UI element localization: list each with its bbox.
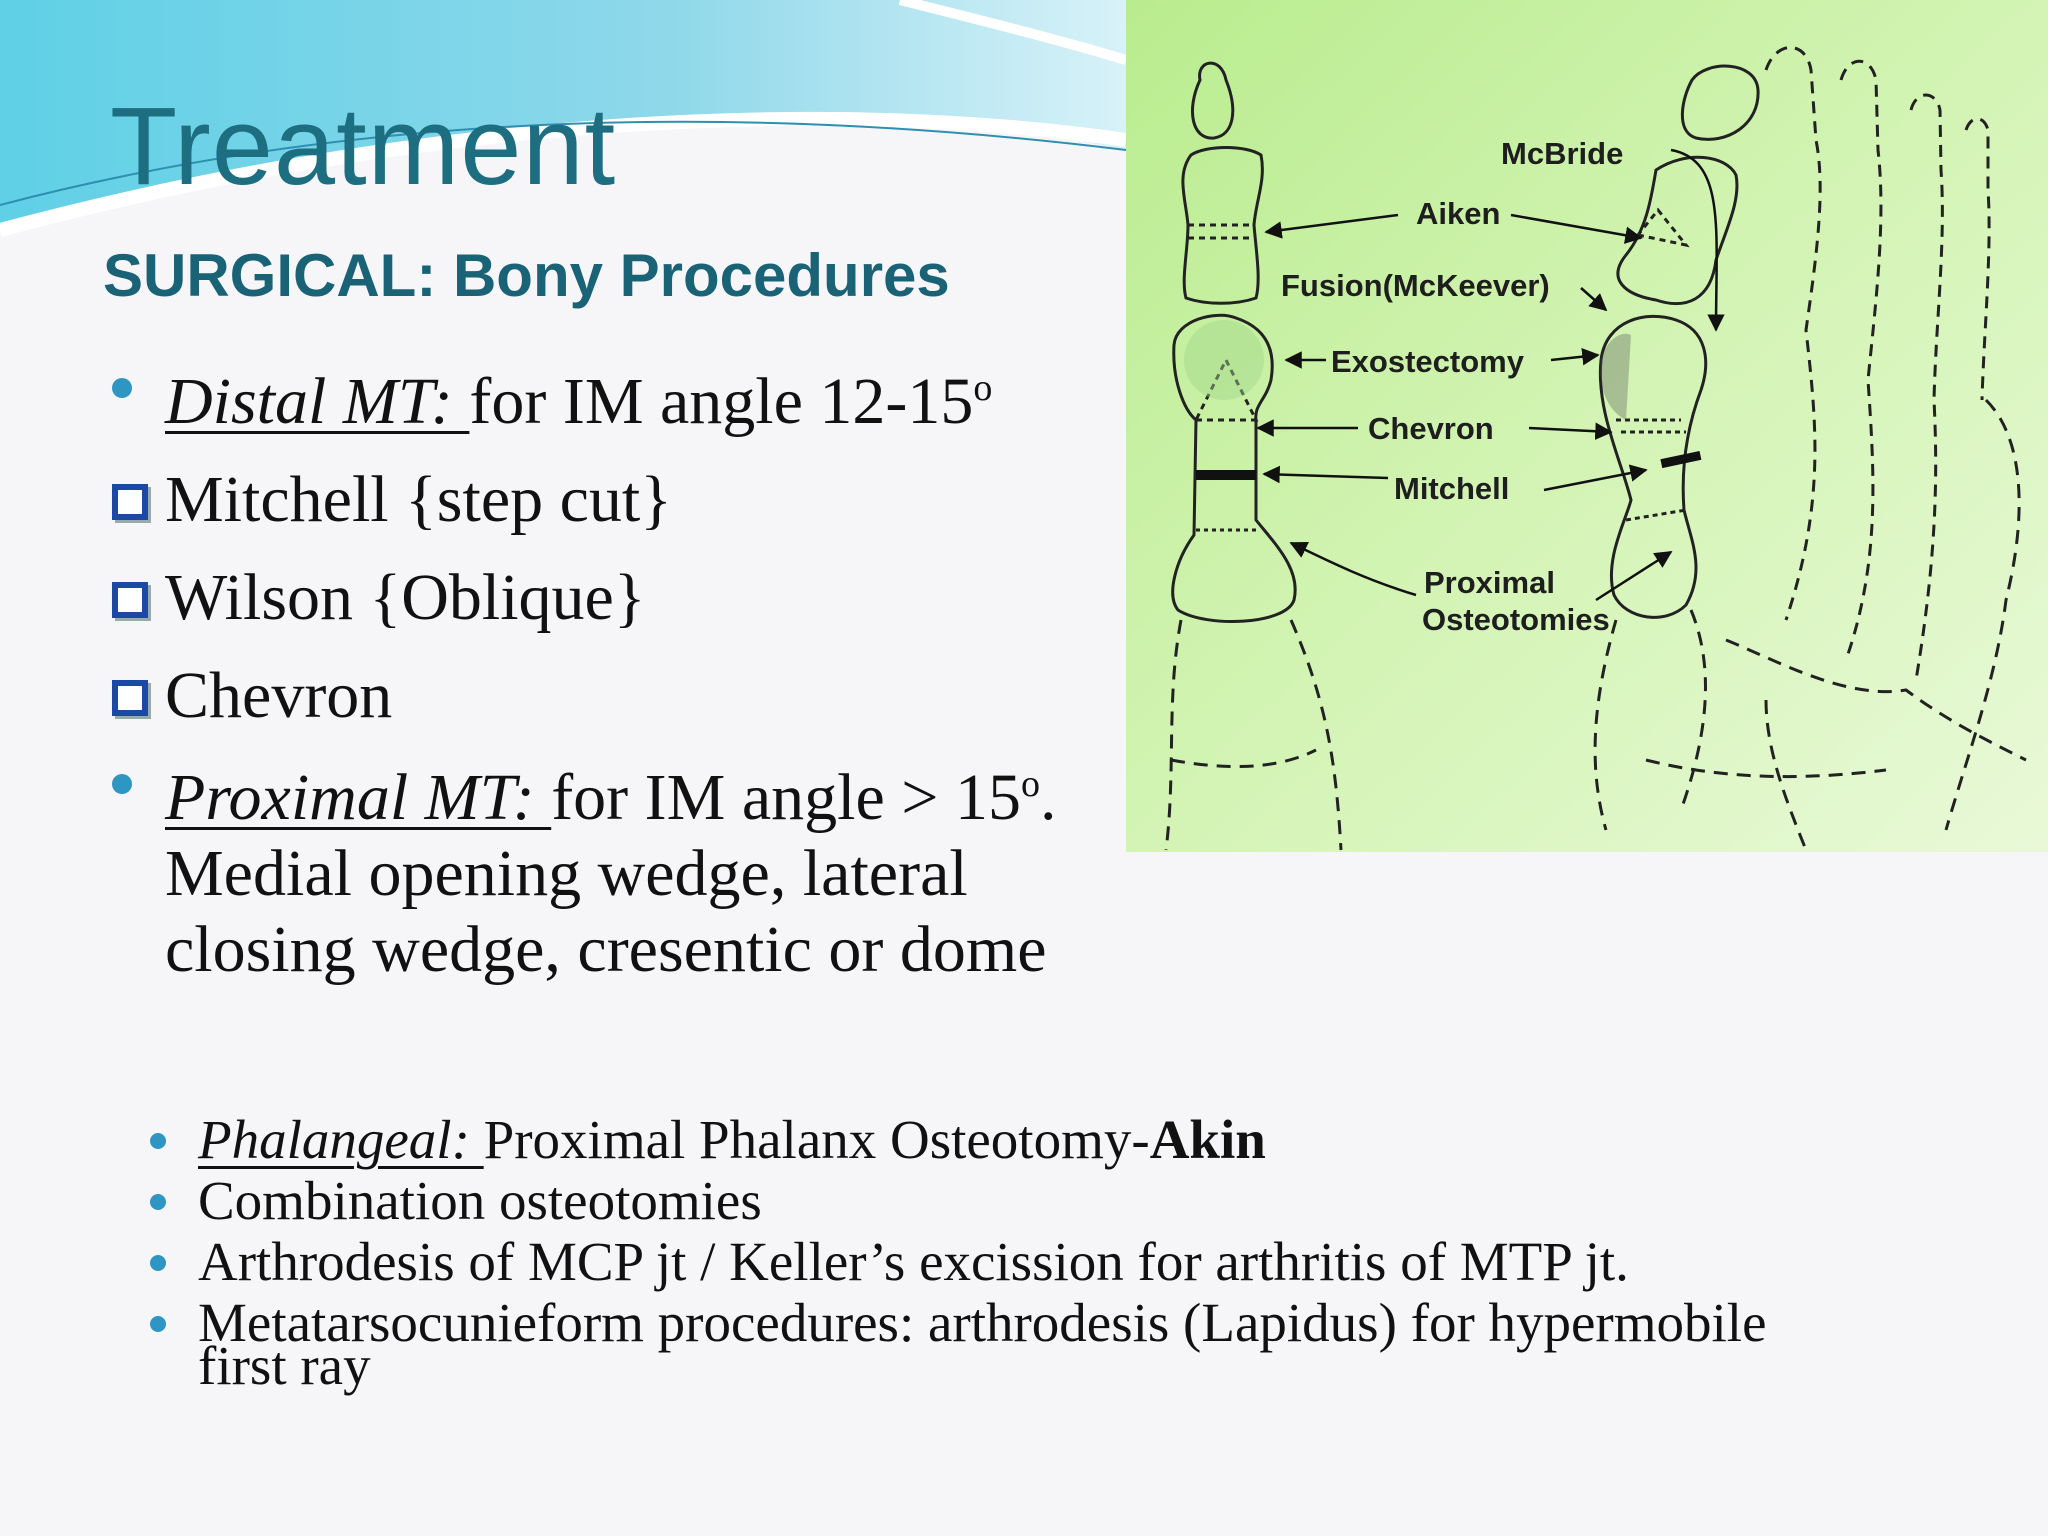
slide-title: Treatment [110, 85, 617, 208]
bullet-icon [112, 774, 132, 794]
diagram-background [1126, 0, 2048, 852]
label-mcbride: McBride [1501, 136, 1624, 171]
proximal-line-3: closing wedge, cresentic or dome [165, 913, 1047, 986]
wilson-text: Wilson {Oblique} [165, 561, 646, 634]
metatarso-line-1: Metatarsocunieform procedures: arthrodesis (Lapidus) for hypermobile [198, 1292, 1767, 1353]
proximal-end: . [1039, 761, 1057, 834]
list-item-mitchell [110, 462, 1160, 538]
bullet-icon [112, 378, 132, 398]
phalangeal-bold: Akin [1149, 1109, 1266, 1170]
mitchell-cut-mark [1196, 470, 1256, 480]
label-osteotomies: Osteotomies [1422, 602, 1610, 637]
list-item-combination [142, 1170, 2022, 1231]
distal-text: for IM angle 12-15 [469, 365, 974, 438]
proximal-degree: o [1020, 763, 1040, 805]
list-item-wilson [110, 560, 1160, 636]
label-exostectomy: Exostectomy [1331, 344, 1524, 379]
list-item-arthrodesis [142, 1231, 2022, 1292]
label-mitchell: Mitchell [1394, 471, 1510, 506]
list-item-proximal [110, 746, 1160, 988]
bullet-icon [150, 1194, 166, 1210]
distal-label: Distal MT: [165, 365, 470, 438]
phalangeal-text: Proximal Phalanx Osteotomy- [483, 1109, 1150, 1170]
label-chevron: Chevron [1368, 411, 1494, 446]
proximal-line-2: Medial opening wedge, lateral [165, 837, 968, 910]
arthrodesis-text: Arthrodesis of MCP jt / Keller’s excission for arthritis of MTP jt. [198, 1231, 1629, 1292]
list-item-phalangeal [142, 1109, 2022, 1170]
bottom-bullet-list [142, 1109, 2022, 1402]
bullet-icon [150, 1255, 166, 1271]
phalangeal-label: Phalangeal: [198, 1109, 484, 1170]
bunion-procedures-diagram [1126, 0, 2048, 852]
metatarso-line-2: first ray [198, 1335, 371, 1396]
list-item-chevron [110, 658, 1160, 734]
list-item-distal [110, 350, 1160, 440]
list-item-metatarso [142, 1292, 2022, 1396]
proximal-label: Proximal MT: [165, 761, 552, 834]
proximal-text: for IM angle > 15 [551, 761, 1021, 834]
label-fusion: Fusion(McKeever) [1281, 268, 1550, 303]
main-bullet-list [110, 350, 1160, 988]
combination-text: Combination osteotomies [198, 1170, 762, 1231]
slide-subtitle: SURGICAL: Bony Procedures [103, 242, 950, 309]
mitchell-text: Mitchell {step cut} [165, 463, 672, 536]
label-proximal: Proximal [1424, 565, 1555, 600]
checkbox-icon [112, 582, 148, 618]
checkbox-icon [112, 484, 148, 520]
bullet-icon [150, 1133, 166, 1149]
chevron-text: Chevron [165, 659, 393, 732]
bullet-icon [150, 1316, 166, 1332]
proximal-line-1 [165, 746, 1160, 836]
checkbox-icon [112, 680, 148, 716]
exostectomy-shading [1184, 320, 1264, 400]
distal-degree: o [973, 367, 993, 409]
label-aiken: Aiken [1416, 196, 1501, 231]
